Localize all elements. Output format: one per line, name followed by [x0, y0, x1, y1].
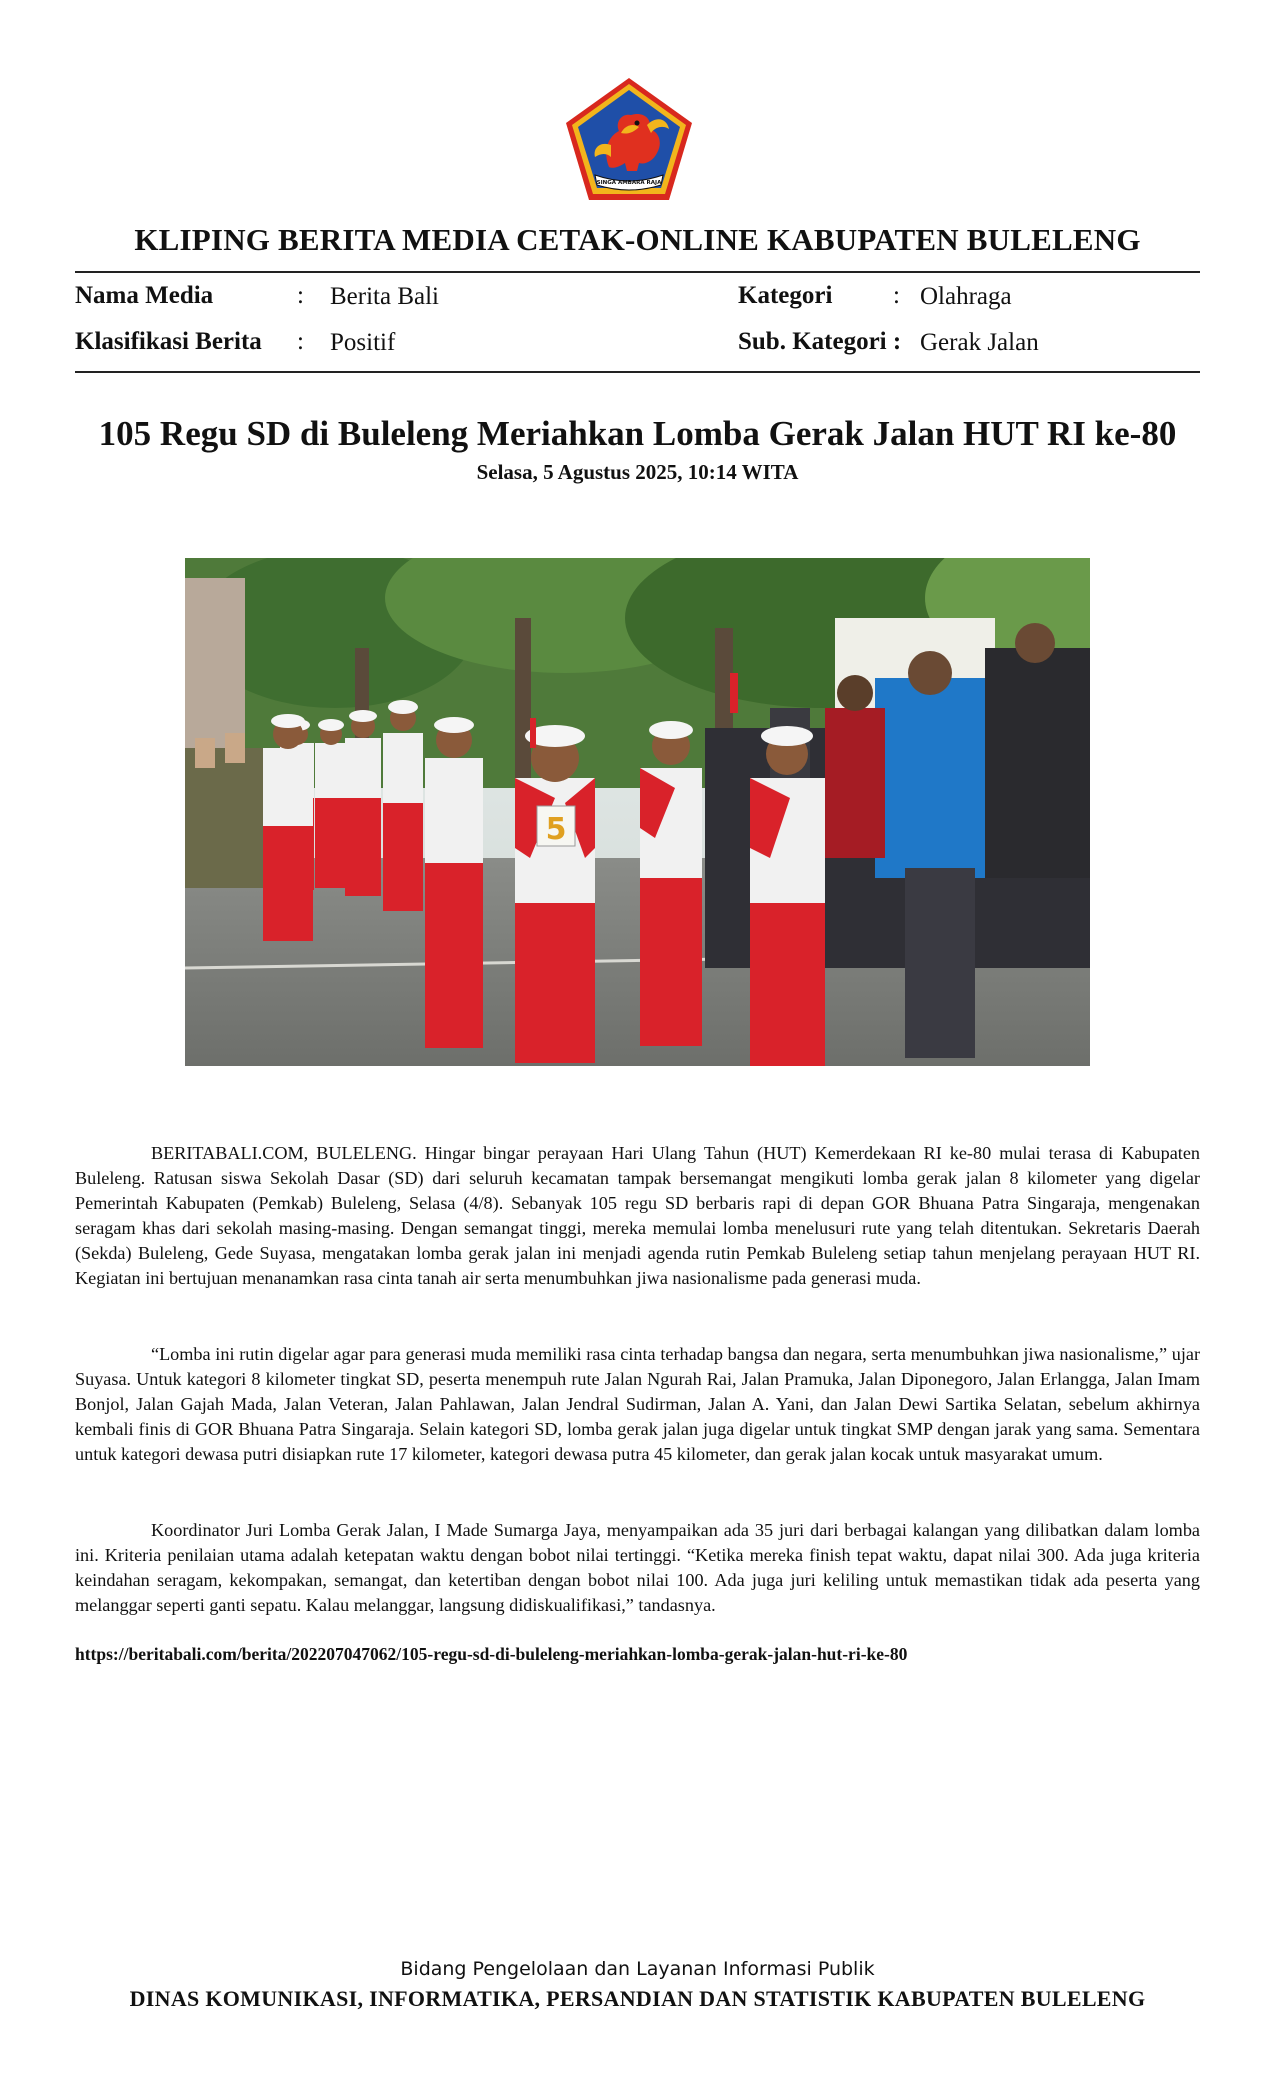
article-photo — [185, 558, 1090, 1066]
article-paragraph-1: BERITABALI.COM, BULELENG. Hingar bingar perayaan Hari Ulang Tahun (HUT) Kemerdekaan RI ke-80 mulai terasa di Kabupaten Buleleng. Ratusan siswa Sekolah Dasar (SD) dari seluruh kecamatan tampak bersemangat mengikuti lomba gerak jalan 8 kilometer yang digelar Pemerintah Kabupaten (Pemkab) Buleleng, Selasa (4/8). Sebanyak 105 regu SD berbaris rapi di depan GOR Bhuana Patra Singaraja, mengenakan seragam khas dari sekolah masing-masing. Dengan semangat tinggi, mereka memulai lomba menelusuri rute yang telah ditentukan. Sekretaris Daerah (Sekda) Buleleng, Gede Suyasa, mengatakan lomba gerak jalan ini menjadi agenda rutin Pemkab Buleleng setiap tahun menjelang perayaan HUT RI. Kegiatan ini bertujuan menanamkan rasa cinta tanah air serta menumbuhkan jiwa nasionalisme pada generasi muda. — [75, 1143, 1200, 1288]
kategori-label: Kategori — [738, 282, 833, 309]
media-label: Nama Media — [75, 282, 214, 309]
bib-number: 5 — [545, 812, 567, 847]
subkategori-label: Sub. Kategori : — [738, 328, 902, 355]
source-link[interactable]: https://beritabali.com/berita/202207047062/105-regu-sd-di-buleleng-meriahkan-lomba-gerak-jalan-hut-ri-ke-80 — [75, 1644, 908, 1664]
logo-motto: SINGA AMBARA RAJA — [596, 180, 662, 186]
header-divider-bottom — [75, 371, 1200, 373]
article-paragraph-2: “Lomba ini rutin digelar agar para generasi muda memiliki rasa cinta terhadap bangsa dan negara, serta menumbuhkan jiwa nasionalisme,” ujar Suyasa. Untuk kategori 8 kilometer tingkat SD, peserta menempuh rute Jalan Ngurah Rai, Jalan Pramuka, Jalan Diponegoro, Jalan Erlangga, Jalan Imam Bonjol, Jalan Gajah Mada, Jalan Veteran, Jalan Pahlawan, Jalan Jendral Sudirman, Jalan A. Yani, dan Jalan Dewi Sartika Selatan, sebelum akhirnya kembali finis di GOR Bhuana Patra Singaraja. Selain kategori SD, lomba gerak jalan juga digelar untuk tingkat SMP dengan jarak yang sama. Sementara untuk kategori dewasa putri disiapkan rute 17 kilometer, kategori dewasa putra 45 kilometer, dan gerak jalan kocak untuk masyarakat umum. — [75, 1344, 1200, 1464]
subkategori-value: Gerak Jalan — [920, 329, 1039, 356]
article-date: Selasa, 5 Agustus 2025, 10:14 WITA — [476, 460, 799, 484]
media-separator: : — [297, 282, 304, 309]
clipping-title: KLIPING BERITA MEDIA CETAK-ONLINE KABUPATEN BULELENG — [134, 222, 1141, 257]
article-title: 105 Regu SD di Buleleng Meriahkan Lomba Gerak Jalan HUT RI ke-80 — [98, 414, 1177, 453]
klasifikasi-separator: : — [297, 328, 304, 355]
klasifikasi-value: Positif — [330, 329, 396, 356]
regency-logo — [563, 75, 695, 203]
emblem-icon — [563, 75, 695, 203]
footer-agency: DINAS KOMUNIKASI, INFORMATIKA, PERSANDIAN DAN STATISTIK KABUPATEN BULELENG — [129, 1986, 1146, 2011]
klasifikasi-label: Klasifikasi Berita — [75, 328, 262, 355]
marching-students-illustration — [185, 558, 1090, 1066]
kategori-value: Olahraga — [920, 283, 1012, 310]
footer-department: Bidang Pengelolaan dan Layanan Informasi Publik — [400, 1958, 875, 1980]
media-value: Berita Bali — [330, 283, 439, 310]
header-divider-top — [75, 271, 1200, 273]
kategori-separator: : — [893, 282, 900, 309]
article-paragraph-3: Koordinator Juri Lomba Gerak Jalan, I Made Sumarga Jaya, menyampaikan ada 35 juri dari berbagai kalangan yang dilibatkan dalam lomba ini. Kriteria penilaian utama adalah ketepatan waktu dengan bobot nilai tertinggi. “Ketika mereka finish tepat waktu, dapat nilai 300. Ada juga kriteria keindahan seragam, kekompakan, semangat, dan ketertiban dengan bobot nilai 100. Ada juga juri keliling untuk memastikan tidak ada peserta yang melanggar seperti ganti sepatu. Kalau melanggar, langsung didiskualifikasi,” tandasnya. — [75, 1520, 1200, 1615]
